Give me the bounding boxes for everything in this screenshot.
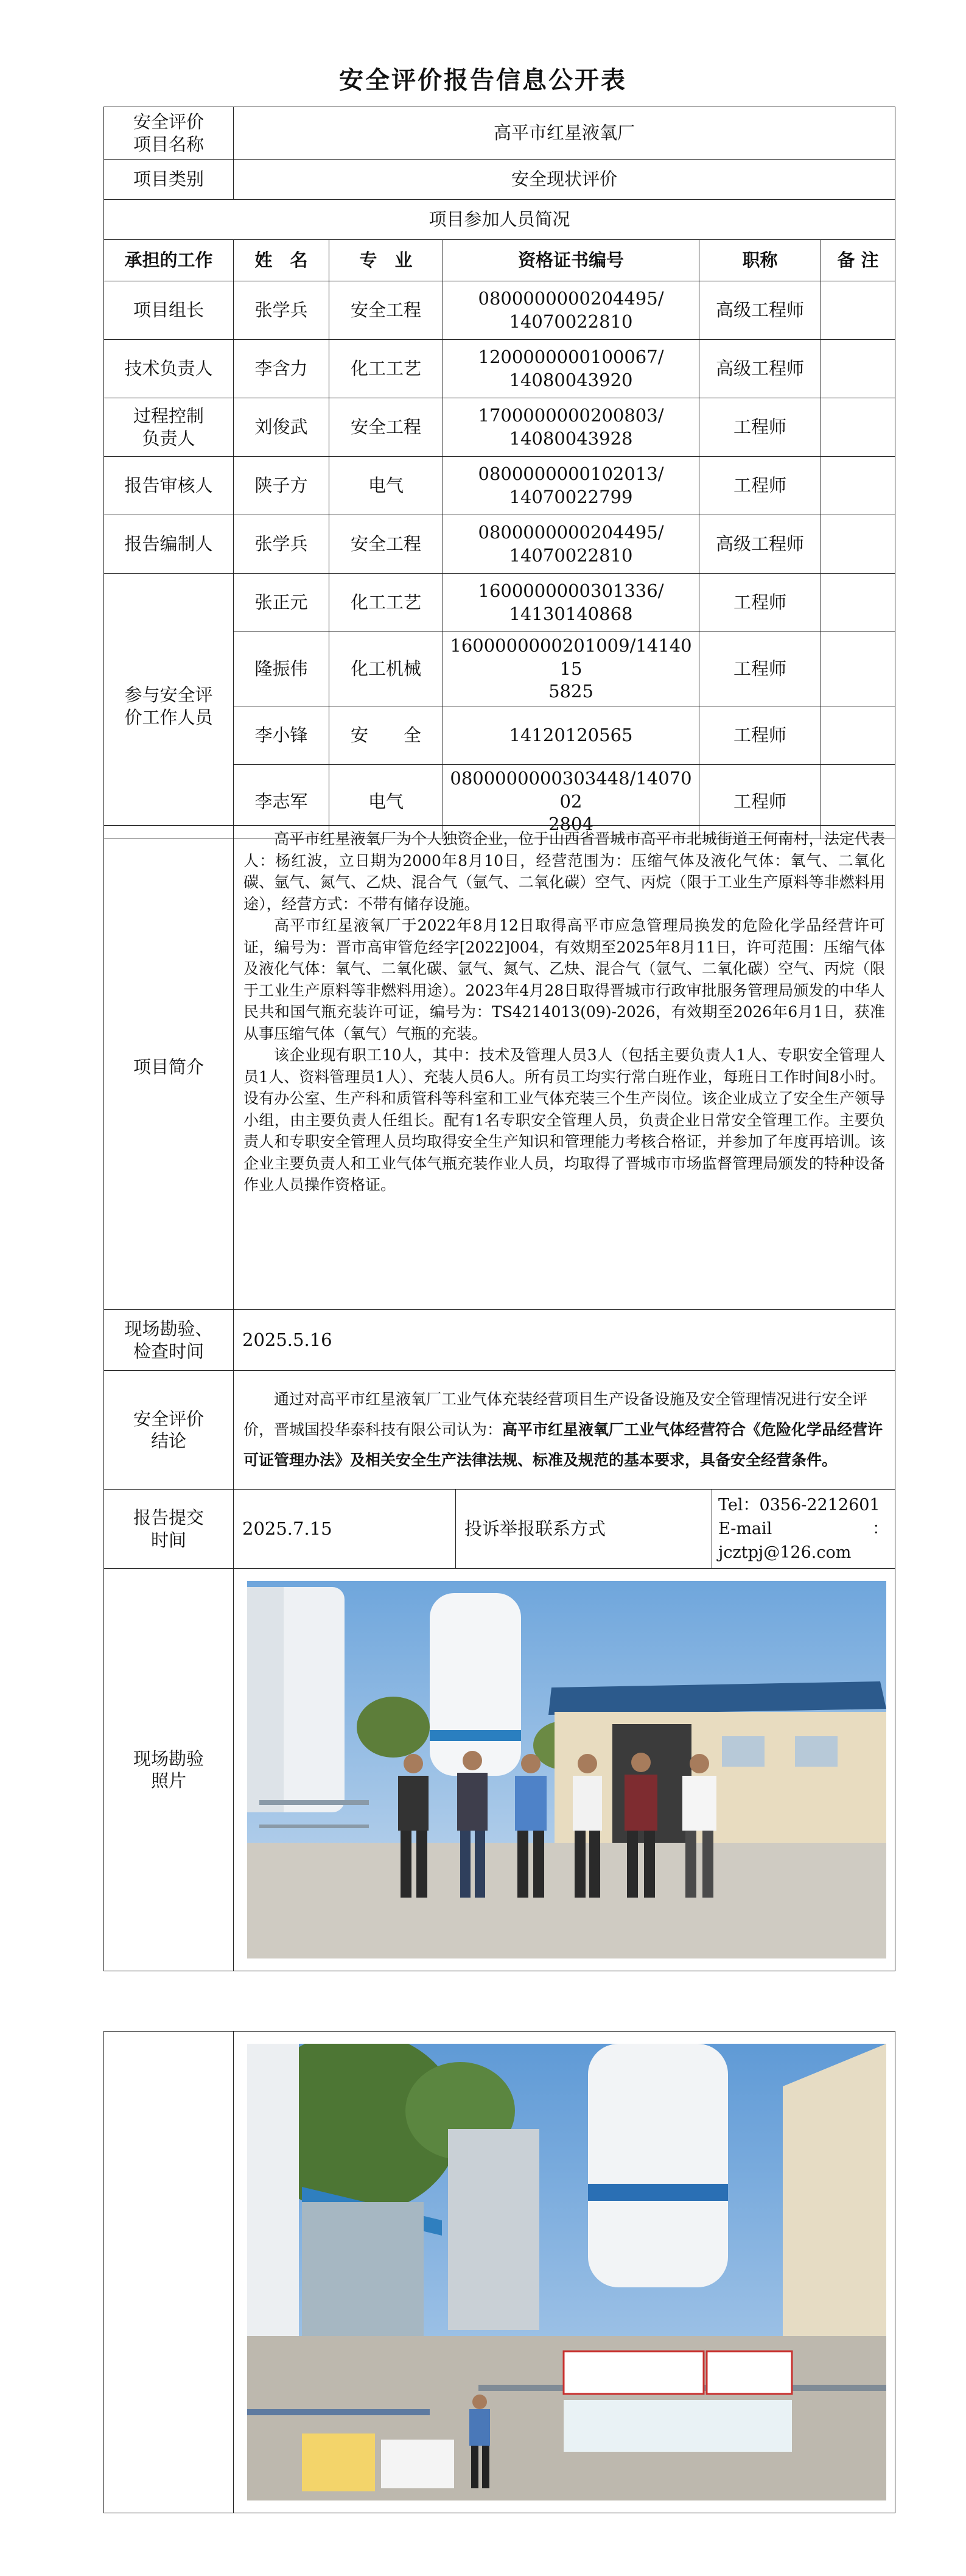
header-major: 专 业 [329,240,443,281]
staff-header-row [104,240,895,281]
header-cert: 资格证书编号 [443,240,699,281]
intro-label: 项目简介 [104,826,234,1310]
staff-name: 刘俊武 [234,398,329,457]
staff-remark [821,515,895,574]
participant-cert: 14120120565 [443,706,699,765]
photo-label: 现场勘验 照片 [104,1569,234,1971]
staff-title: 工程师 [699,457,821,515]
intro-paragraph: 高平市红星液氧厂为个人独资企业，位于山西省晋城市高平市北城街道王何南村，法定代表人：杨红波，立日期为2000年8月10日，经营范围为：压缩气体及液化气体：氧气、二氧化碳、氩气、氮气、乙炔、混合气（氩气、二氧化碳）空气、丙烷（限于工业生产原料等非燃料用途），经营方式：不带有储存设施。 [243,830,886,913]
complaint-label: 投诉举报联系方式 [456,1490,712,1569]
participant-cert: 0800000000303448/1407002 2804 [443,765,699,839]
participants-role: 参与安全评 价工作人员 [104,574,234,839]
project-category: 安全现状评价 [234,160,895,200]
participant-cert: 1600000000301336/ 14130140868 [443,574,699,632]
participant-name: 李小锋 [234,706,329,765]
participant-title: 工程师 [699,765,821,839]
staff-title: 高级工程师 [699,281,821,340]
inspection-date: 2025.5.16 [234,1310,895,1371]
staff-cert: 1700000000200803/ 14080043928 [443,398,699,457]
header-title: 职称 [699,240,821,281]
staff-major: 安全工程 [329,515,443,574]
project-name-label-text: 安全评价 项目名称 [133,111,204,155]
staff-remark [821,340,895,398]
staff-major: 安全工程 [329,398,443,457]
staff-cert: 0800000000204495/ 14070022810 [443,515,699,574]
staff-name: 陕子方 [234,457,329,515]
table-row [104,574,895,632]
participant-name: 李志军 [234,765,329,839]
staff-table [103,107,895,839]
project-name: 高平市红星液氧厂 [234,107,895,160]
contact-email-colon: ： [872,1519,889,1539]
project-name-label [104,107,234,160]
inspection-label: 现场勘验、 检查时间 [104,1310,234,1371]
staff-major: 电气 [329,457,443,515]
staff-cert: 0800000000102013/ 14070022799 [443,457,699,515]
participant-major: 化工工艺 [329,574,443,632]
staff-section-title: 项目参加人员简况 [104,200,895,240]
intro-paragraph: 该企业现有职工10人，其中：技术及管理人员3人（包括主要负责人1人、专职安全管理人员1人、资料管理员1人）、充装人员6人。所有员工均实行常白班作业，每班日工作时间8小时。设有办公室、生产科和质管科等科室和工业气体充装三个生产岗位。该企业成立了安全生产领导小组，由主要负责人任组长。配有1名专职安全管理人员，负责企业日常安全管理工作。主要负责人和专职安全管理人员均取得安全生产知识和管理能力考核合格证，并参加了年度再培训。该企业主要负责人和工业气体气瓶充装作业人员，均取得了晋城市市场监督管理局颁发的特种设备作业人员操作资格证。 [243,1046,886,1194]
staff-title: 高级工程师 [699,515,821,574]
contact-info [712,1490,895,1569]
submission-label: 报告提交 时间 [104,1490,234,1569]
staff-role: 过程控制 负责人 [104,398,234,457]
participant-name: 隆振伟 [234,632,329,706]
staff-remark [821,398,895,457]
staff-role: 项目组长 [104,281,234,340]
conclusion-label: 安全评价 结论 [104,1371,234,1490]
photo-2-cell [234,2032,895,2513]
staff-role: 报告编制人 [104,515,234,574]
conclusion-text: 通过对高平市红星液氧厂工业气体充装经营项目生产设备设施及安全管理情况进行安全评价，晋城国投华泰科技有限公司认为： [243,1390,868,1438]
intro-body [234,826,895,1310]
staff-name: 李含力 [234,340,329,398]
participant-remark [821,574,895,632]
site-photo-1 [247,1581,886,1958]
participant-major: 化工机械 [329,632,443,706]
staff-major: 化工工艺 [329,340,443,398]
table-row [104,457,895,515]
staff-title: 高级工程师 [699,340,821,398]
contact-email-line [718,1517,889,1541]
staff-title: 工程师 [699,398,821,457]
staff-role: 技术负责人 [104,340,234,398]
table-row [104,281,895,340]
header-remark: 备 注 [821,240,895,281]
participant-title: 工程师 [699,706,821,765]
header-role: 承担的工作 [104,240,234,281]
staff-remark [821,281,895,340]
participant-name: 张正元 [234,574,329,632]
participant-title: 工程师 [699,574,821,632]
staff-remark [821,457,895,515]
participant-remark [821,706,895,765]
table-row [104,340,895,398]
submission-date: 2025.7.15 [234,1490,456,1569]
staff-major: 安全工程 [329,281,443,340]
intro-paragraph: 高平市红星液氧厂于2022年8月12日取得高平市应急管理局换发的危险化学品经营许可证，编号为：晋市高审管危经字[2022]004，有效期至2025年8月11日，许可范围：压缩气体及液化气体：氧气、二氧化碳、氩气、氮气、乙炔、混合气（氩气、二氧化碳）空气、丙烷（限于工业生产原料等非燃料用途）。2023年4月28日取得晋城市行政审批服务管理局颁发的中华人民共和国气瓶充装许可证，编号为：TS4214013(09)-2026，有效期至2026年6月1日，获准从事压缩气体（氧气）气瓶的充装。 [243,917,886,1043]
participant-major: 电气 [329,765,443,839]
staff-cert: 0800000000204495/ 14070022810 [443,281,699,340]
photo-table-2 [103,2031,895,2513]
photo-2-label-cell [104,2032,234,2513]
staff-role: 报告审核人 [104,457,234,515]
participant-cert: 1600000000201009/1414015 5825 [443,632,699,706]
header-name: 姓 名 [234,240,329,281]
contact-email-label: E-mail [718,1519,772,1539]
participant-major: 安 全 [329,706,443,765]
staff-cert: 1200000000100067/ 14080043920 [443,340,699,398]
contact-email: jcztpj@126.com [718,1543,852,1563]
participant-title: 工程师 [699,632,821,706]
staff-name: 张学兵 [234,515,329,574]
info-table [103,825,895,1971]
conclusion-bold-text: 高平市红星液氧厂工业气体经营符合《危险化学品经营许可证管理办法》及相关安全生产法律法规、标准及规范的基本要求，具备安全经营条件。 [243,1421,883,1469]
conclusion-body [234,1371,895,1490]
site-photo-2 [247,2044,886,2500]
table-row [104,515,895,574]
page-title: 安全评价报告信息公开表 [339,66,627,94]
photo-cell [234,1569,895,1971]
staff-name: 张学兵 [234,281,329,340]
contact-tel: Tel：0356-2212601 [718,1496,880,1515]
table-row [104,398,895,457]
project-category-label: 项目类别 [104,160,234,200]
participant-remark [821,632,895,706]
